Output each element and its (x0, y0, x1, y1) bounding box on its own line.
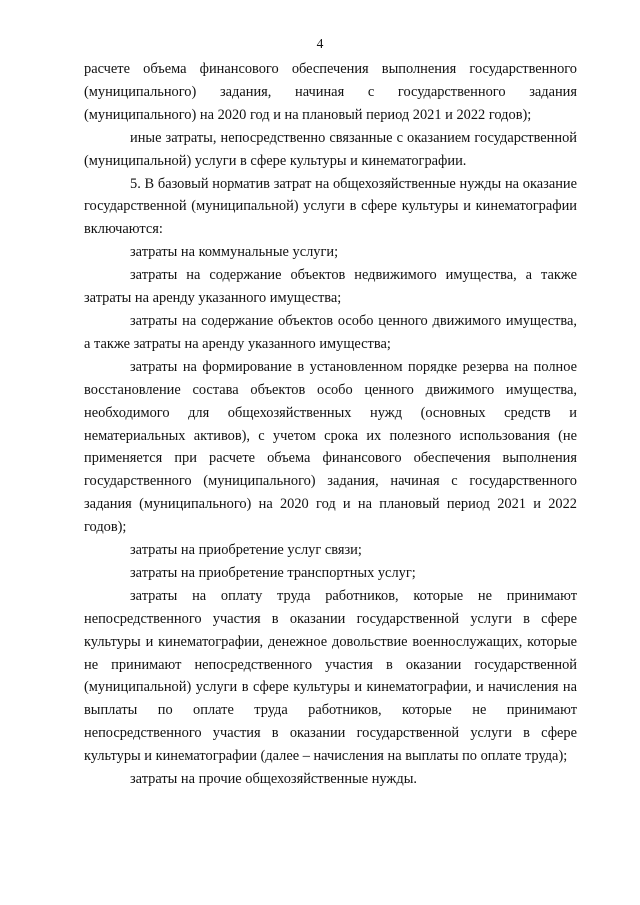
page-number: 4 (316, 36, 324, 51)
paragraph: затраты на коммунальные услуги; (130, 244, 339, 261)
paragraph: иные затраты, непосредственно связанные с оказанием государственной (муниципальной) услуги в сфере культуры и кинематографии. (84, 129, 577, 169)
paragraph: 5. В базовый норматив затрат на общехозяйственные нужды на оказание государственной (муниципальной) услуги в сфере культуры и кинематографии включаются: (84, 175, 577, 238)
paragraph: затраты на оплату труда работников, которые не принимают непосредственного участия в оказании государственной услуги в сфере культуры и кинематографии, денежное довольствие военнослужащих, которые не принимают непосредственного участия в оказании государственной (муниципальной) услуги в сфере культуры и кинематографии, и начисления на выплаты по оплате труда работников, которые не принимают непосредственного участия в оказании государственной услуги в сфере культуры и кинематографии (далее – начисления на выплаты по оплате труда); (84, 587, 577, 765)
paragraph: затраты на содержание объектов недвижимого имущества, а также затраты на аренду указанного имущества; (84, 267, 577, 307)
paragraph: затраты на прочие общехозяйственные нужды. (130, 771, 417, 788)
paragraph: затраты на приобретение услуг связи; (130, 542, 362, 559)
paragraph: затраты на формирование в установленном порядке резерва на полное восстановление состава объектов особо ценного движимого имущества, необходимого для общехозяйственных нужд (основных средств и нематериальных активов), с учетом срока их полезного использования (не применяется при расчете объема финансового обеспечения выполнения государственного (муниципального) задания, начиная с государственного задания (муниципального) на 2020 год и на плановый период 2021 и 2022 годов); (84, 358, 577, 536)
document-body (84, 58, 577, 791)
paragraph: расчете объема финансового обеспечения выполнения государственного (муниципального) задания, начиная с государственного задания (муниципального) на 2020 год и на плановый период 2021 и 2022 годов); (84, 61, 577, 123)
paragraph: затраты на содержание объектов особо ценного движимого имущества, а также затраты на аренду указанного имущества; (84, 312, 577, 352)
paragraph: затраты на приобретение транспортных услуг; (130, 564, 416, 581)
